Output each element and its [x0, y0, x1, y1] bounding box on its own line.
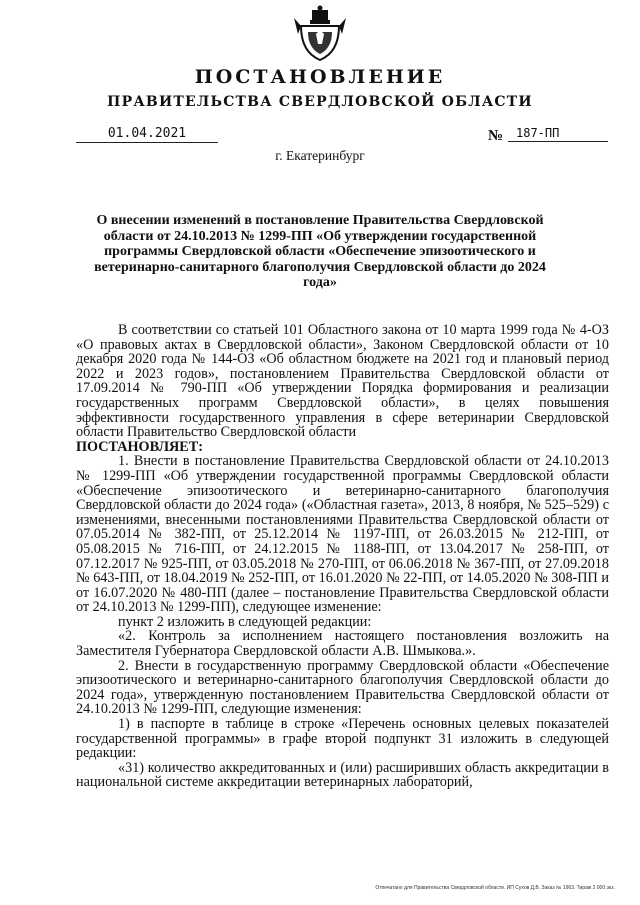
document-title: ПОСТАНОВЛЕНИЕ: [194, 66, 446, 88]
number-sign: №: [488, 128, 504, 144]
resolve-heading: ПОСТАНОВЛЯЕТ:: [76, 438, 203, 455]
document-date: 01.04.2021: [76, 126, 218, 143]
document-heading: О внесении изменений в постановление Правительства Свердловской области от 24.10.2013 № 1299-ПП «Об утверждении государственной программы Свердловской области «Обеспечение эпизоотического и ветеринарно-санитарного благополучия Свердловской области до 2024 года»: [94, 213, 546, 290]
point-2-paragraph: пункт 2 изложить в следующей редакции:: [118, 613, 372, 630]
sub-31-paragraph: «31) количество аккредитованных и (или) расширивших область аккредитации в национальной системе аккредитации ветеринарных лабораторий,: [76, 759, 609, 791]
document-subtitle: ПРАВИТЕЛЬСТВА СВЕРДЛОВСКОЙ ОБЛАСТИ: [107, 94, 533, 110]
document-city: г. Екатеринбург: [275, 148, 365, 163]
quote-paragraph: «2. Контроль за исполнением настоящего постановления возложить на Заместителя Губернатора Свердловской области А.В. Шмыкова.».: [76, 628, 609, 660]
item-1-paragraph: 1. Внести в постановление Правительства Свердловской области от 24.10.2013 № 1299-ПП «Об утверждении государственной программы Свердловской области «Обеспечение эпизоотического и ветеринарно-санитарного благополучия Свердловской области до 2024 года» («Областная газета», 2013, 8 ноября, № 525–529) с изменениями, внесенными постановлениями Правительства Свердловской области от 07.05.2014 № 382-ПП, от 25.12.2014 № 1197-ПП, от 26.03.2015 № 212-ПП, от 05.08.2015 № 716-ПП, от 24.12.2015 № 1188-ПП, от 13.04.2017 № 258-ПП, от 07.12.2017 № 925-ПП, от 03.05.2018 № 270-ПП, от 06.06.2018 № 367-ПП, от 27.09.2018 № 643-ПП, от 18.04.2019 № 252-ПП, от 16.01.2020 № 22-ПП, от 14.05.2020 № 308-ПП и от 16.07.2020 № 480-ПП (далее – постановление Правительства Свердловской области от 24.10.2013 № 1299-ПП), следующее изменение:: [76, 453, 609, 616]
intro-paragraph: В соответствии со статьей 101 Областного закона от 10 марта 1999 года № 4-ОЗ «О правовых актах в Свердловской области», Законом Свердловской области от 10 декабря 2020 года № 144-ОЗ «Об областном бюджете на 2021 год и плановый период 2022 и 2023 годов», постановлением Правительства Свердловской области от 17.09.2014 № 790-ПП «Об утверждении Порядка формирования и реализации государственных программ Свердловской области», в целях повышения эффективности государственного управления в сфере ветеринарии Свердловской области Правительство Свердловской области: [76, 322, 609, 441]
coat-of-arms-icon: [292, 4, 348, 62]
print-footer: Отпечатано для Правительства Свердловской области. ИП Сухов Д.В. Заказ № 1963. Тираж 2 000 экз.: [375, 885, 615, 891]
sub-1-paragraph: 1) в паспорте в таблице в строке «Перечень основных целевых показателей государственной программы» в графе второй подпункт 31 изложить в следующей редакции:: [76, 716, 609, 762]
document-number: 187-ПП: [508, 126, 608, 142]
item-2-paragraph: 2. Внести в государственную программу Свердловской области «Обеспечение эпизоотического и ветеринарно-санитарного благополучия Свердловской области до 2024 года», утвержденную постановлением Правительства Свердловской области от 24.10.2013 № 1299-ПП, следующие изменения:: [76, 657, 609, 718]
document-body: [76, 323, 609, 790]
